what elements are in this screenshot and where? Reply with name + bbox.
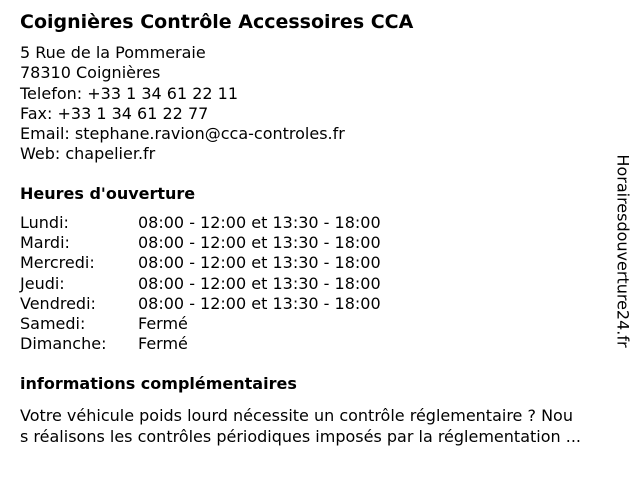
hours-day: Mardi: <box>20 233 70 253</box>
hours-day: Jeudi: <box>20 273 65 293</box>
additional-info-text <box>20 405 581 447</box>
city-line: 78310 Coignières <box>20 63 161 83</box>
site-watermark: Horairesdouverture24.fr <box>613 154 633 348</box>
hours-day: Vendredi: <box>20 293 96 313</box>
phone-line: Telefon: +33 1 34 61 22 11 <box>20 83 239 103</box>
hours-time: 08:00 - 12:00 et 13:30 - 18:00 <box>138 233 381 253</box>
hours-day: Samedi: <box>20 313 86 333</box>
fax-line: Fax: +33 1 34 61 22 77 <box>20 103 209 123</box>
hours-day: Mercredi: <box>20 253 95 273</box>
additional-info-line: s réalisons les contrôles périodiques imposés par la réglementation ... <box>20 427 581 446</box>
address-block <box>20 43 345 165</box>
web-line: Web: chapelier.fr <box>20 144 156 164</box>
hours-time: 08:00 - 12:00 et 13:30 - 18:00 <box>138 213 381 232</box>
hours-day: Dimanche: <box>20 334 107 354</box>
business-name: Coignières Contrôle Accessoires CCA <box>20 11 414 33</box>
street-line: 5 Rue de la Pommeraie <box>20 43 206 62</box>
additional-info-line: Votre véhicule poids lourd nécessite un contrôle réglementaire ? Nou <box>20 406 573 425</box>
hours-time: Fermé <box>138 313 188 333</box>
hours-time: 08:00 - 12:00 et 13:30 - 18:00 <box>138 273 381 293</box>
hours-time: 08:00 - 12:00 et 13:30 - 18:00 <box>138 293 381 313</box>
opening-hours-heading: Heures d'ouverture <box>20 184 196 203</box>
hours-day: Lundi: <box>20 213 69 232</box>
additional-info-heading: informations complémentaires <box>20 374 297 393</box>
email-line: Email: stephane.ravion@cca-controles.fr <box>20 124 345 144</box>
hours-time: 08:00 - 12:00 et 13:30 - 18:00 <box>138 253 381 273</box>
hours-time: Fermé <box>138 334 188 354</box>
